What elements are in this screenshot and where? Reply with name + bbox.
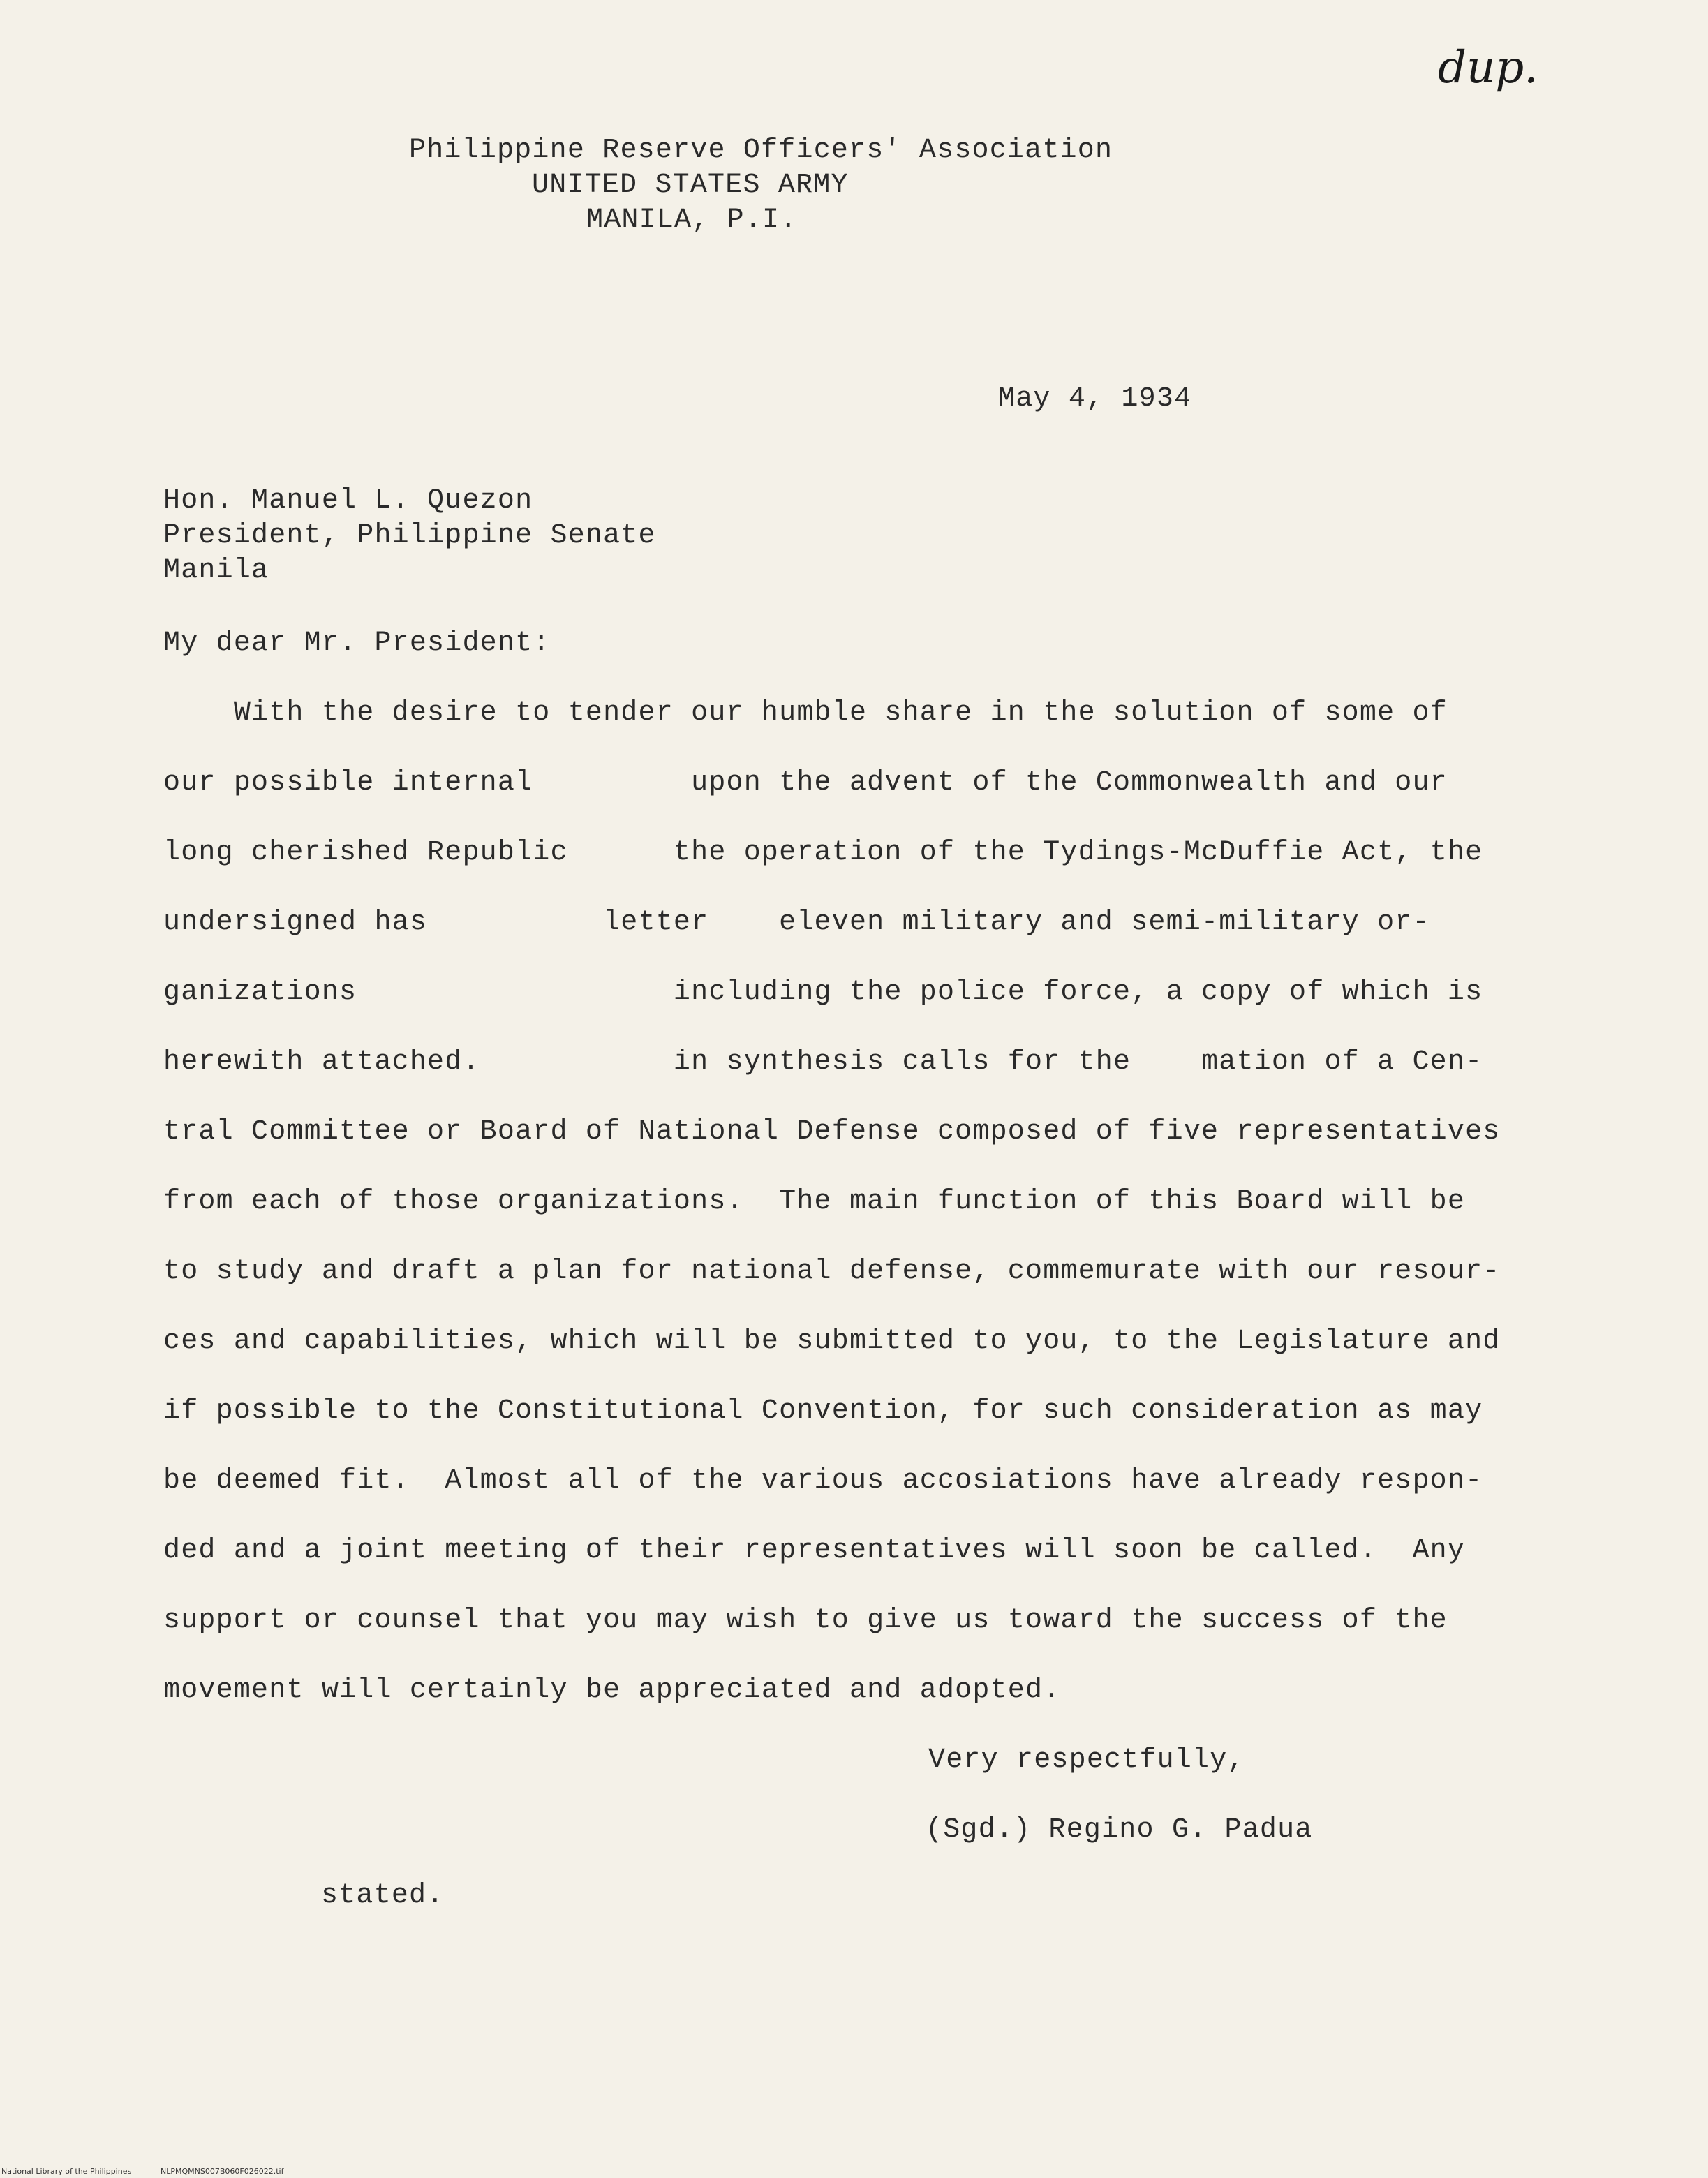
body-line: ces and capabilities, which will be submitted to you, to the Legislature and [163, 1326, 1501, 1357]
signature: (Sgd.) Regino G. Padua [926, 1814, 1313, 1846]
closing: Very respectfully, [928, 1744, 1245, 1776]
footer-filename: NLPMQMNS007B060F026022.tif [161, 2167, 284, 2176]
body-line: to study and draft a plan for national defense, commemurate with our resour- [163, 1256, 1501, 1287]
body-line: our possible internal upon the advent of the Commonwealth and our [163, 767, 1448, 799]
body-line: ded and a joint meeting of their representatives will soon be called. Any [163, 1535, 1466, 1566]
body-line: tral Committee or Board of National Defense composed of five representatives [163, 1116, 1501, 1148]
body-line: herewith attached. in synthesis calls for the mation of a Cen- [163, 1046, 1483, 1078]
letterhead-city: MANILA, P.I. [586, 205, 798, 236]
handwritten-annotation: dup. [1438, 42, 1538, 94]
addressee-name: Hon. Manuel L. Quezon [163, 485, 533, 517]
trailing-text: stated. [321, 1880, 445, 1911]
letter-date: May 4, 1934 [998, 383, 1192, 415]
body-line: With the desire to tender our humble share in the solution of some of [163, 697, 1448, 729]
body-line: support or counsel that you may wish to give us toward the success of the [163, 1605, 1448, 1636]
body-line: long cherished Republic the operation of the Tydings-McDuffie Act, the [163, 837, 1483, 868]
salutation: My dear Mr. President: [163, 628, 551, 659]
letterhead-organization: Philippine Reserve Officers' Association [409, 135, 1113, 166]
body-line: if possible to the Constitutional Convention, for such consideration as may [163, 1395, 1483, 1427]
body-line: from each of those organizations. The main function of this Board will be [163, 1186, 1466, 1217]
body-line: ganizations including the police force, a copy of which is [163, 977, 1483, 1008]
body-line: movement will certainly be appreciated and adopted. [163, 1675, 1061, 1706]
body-line: be deemed fit. Almost all of the various accosiations have already respon- [163, 1465, 1483, 1497]
addressee-city: Manila [163, 555, 269, 586]
addressee-title: President, Philippine Senate [163, 520, 656, 551]
footer-library: National Library of the Philippines [1, 2167, 132, 2176]
letterhead-army: UNITED STATES ARMY [532, 170, 849, 201]
body-line: undersigned has letter eleven military and semi-military or- [163, 907, 1430, 938]
